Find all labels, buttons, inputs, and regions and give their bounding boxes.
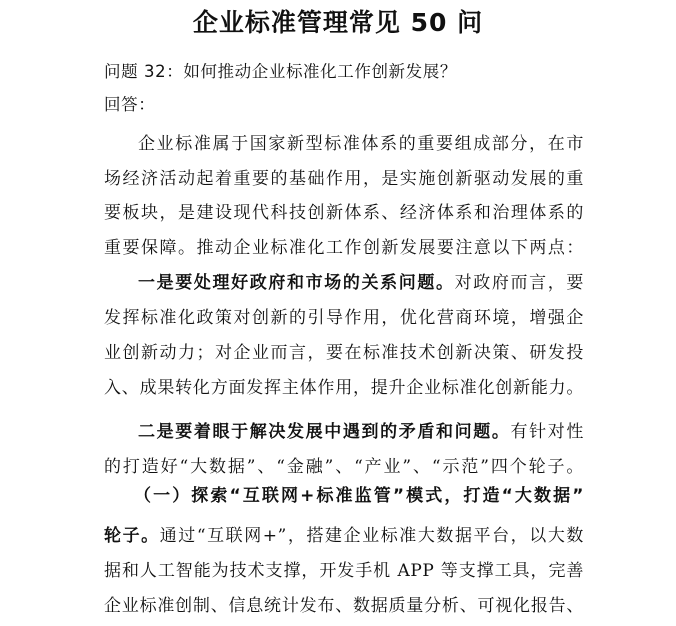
sub1-heading: （一）探索“互联网+标准监管”模式，打造“大数据”: [134, 486, 584, 506]
point1-first-line: [138, 271, 584, 295]
paragraph-line: 业创新动力；对企业而言，要在标准技术创新决策、研发投: [104, 343, 584, 363]
paragraph-line: 发挥标准化政策对创新的引导作用，优化营商环境，增强企: [104, 308, 584, 328]
sub1-text: 通过“互联网+”，搭建企业标准大数据平台，以大数: [159, 526, 584, 546]
paragraph-line: 入、成果转化方面发挥主体作用，提升企业标准化创新能力。: [104, 378, 584, 398]
point1-text: 对政府而言，要: [454, 273, 584, 293]
paragraph-line: 重要保障。推动企业标准化工作创新发展要注意以下两点：: [104, 238, 584, 258]
paragraph-line: 企业标准属于国家新型标准体系的重要组成部分，在市: [138, 134, 584, 154]
point2-text: 有针对性: [510, 422, 584, 442]
answer-label: 回答：: [104, 95, 156, 114]
sub1-heading-end: 轮子。: [104, 526, 160, 546]
point2-first-line: [138, 420, 584, 444]
paragraph-line: 场经济活动起着重要的基础作用，是实施创新驱动发展的重: [104, 169, 584, 189]
paragraph-line: 企业标准创制、信息统计发布、数据质量分析、可视化报告、: [104, 596, 584, 616]
paragraph-line: 的打造好“大数据”、“金融”、“产业”、“示范”四个轮子。: [104, 457, 584, 477]
sub1-first-line: [104, 524, 584, 548]
document-title: 企业标准管理常见 50 问: [192, 8, 484, 37]
paragraph-line: 据和人工智能为技术支撑，开发手机 APP 等支撑工具，完善: [104, 561, 584, 581]
point1-heading: 一是要处理好政府和市场的关系问题。: [138, 273, 455, 293]
paragraph-line: 要板块，是建设现代科技创新体系、经济体系和治理体系的: [104, 203, 584, 223]
question-line: 问题 32：如何推动企业标准化工作创新发展？: [104, 62, 457, 81]
point2-heading: 二是要着眼于解决发展中遇到的矛盾和问题。: [138, 422, 511, 442]
